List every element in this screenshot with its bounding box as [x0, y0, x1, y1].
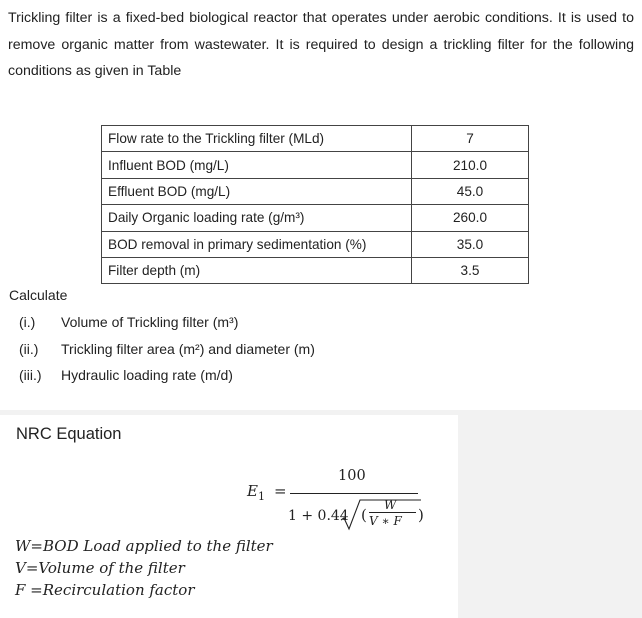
fraction-bar: [290, 493, 418, 494]
nrc-equation-panel: [0, 415, 458, 618]
problem-intro: Trickling filter is a fixed-bed biological reactor that operates under aerobic conditions. It is used to remove organic matter from wastewater. It is required to design a trickling filter for the following conditions as given in Table: [8, 10, 634, 79]
parameter-value: 45.0: [412, 178, 529, 204]
task-number: (iii.): [19, 367, 42, 383]
inner-numerator: W: [384, 498, 397, 512]
parameter-label: Effluent BOD (mg/L): [102, 178, 412, 204]
equation-denominator-prefix: 1 + 0.44: [288, 508, 349, 524]
definition-v: V=Volume of the filter: [15, 559, 185, 577]
table-row: [102, 231, 529, 257]
efficiency-subscript: 1: [257, 490, 265, 503]
task-text: Trickling filter area (m²) and diameter (m): [61, 341, 315, 357]
parameter-label: Filter depth (m): [102, 257, 412, 283]
task-text: Volume of Trickling filter (m³): [61, 314, 239, 330]
inner-denominator: V ∗ F: [369, 514, 402, 528]
nrc-title: NRC Equation: [16, 425, 122, 443]
table-row: [102, 126, 529, 152]
open-paren: (: [361, 506, 367, 524]
definition-w: W=BOD Load applied to the filter: [15, 537, 273, 555]
efficiency-letter: E: [247, 482, 258, 500]
parameter-value: 210.0: [412, 152, 529, 178]
table-row: [102, 152, 529, 178]
parameter-value: 3.5: [412, 257, 529, 283]
task-text: Hydraulic loading rate (m/d): [61, 367, 233, 383]
table-row: [102, 178, 529, 204]
parameter-label: Flow rate to the Trickling filter (MLd): [102, 126, 412, 152]
task-item: [19, 314, 238, 330]
equals-sign: =: [274, 482, 287, 500]
table-row: [102, 205, 529, 231]
parameter-value: 35.0: [412, 231, 529, 257]
task-number: (i.): [19, 314, 36, 330]
task-item: [19, 341, 315, 357]
parameter-value: 260.0: [412, 205, 529, 231]
equation-numerator: 100: [338, 468, 366, 484]
parameter-label: BOD removal in primary sedimentation (%): [102, 231, 412, 257]
task-item: [19, 367, 233, 383]
efficiency-symbol: [247, 482, 265, 503]
parameter-value: 7: [412, 126, 529, 152]
parameter-label: Daily Organic loading rate (g/m³): [102, 205, 412, 231]
parameter-label: Influent BOD (mg/L): [102, 152, 412, 178]
close-paren: ): [418, 506, 424, 524]
design-parameters-table: [101, 125, 529, 284]
definition-f: F =Recirculation factor: [15, 581, 195, 599]
inner-fraction-bar: [369, 512, 416, 513]
task-number: (ii.): [19, 341, 39, 357]
table-row: [102, 257, 529, 283]
calculate-heading: Calculate: [9, 287, 68, 303]
